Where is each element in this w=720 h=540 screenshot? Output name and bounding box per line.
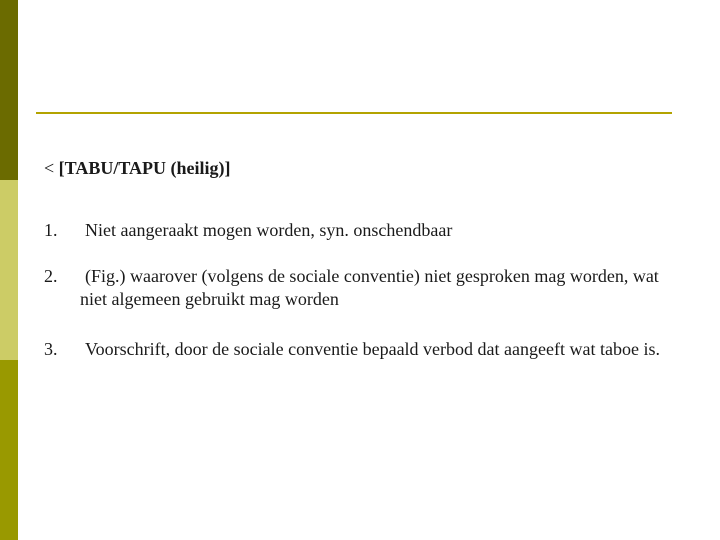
list-item — [44, 265, 684, 311]
list-item-text: (Fig.) waarover (volgens de sociale conventie) niet gesproken mag worden, wat niet algemeen gebruikt mag worden — [80, 266, 659, 309]
list-item-text: Niet aangeraakt mogen worden, syn. onschendbaar — [85, 220, 453, 240]
heading-prefix: < — [44, 158, 59, 178]
list-item-text: Voorschrift, door de sociale conventie bepaald verbod dat aangeeft wat taboe is. — [85, 339, 660, 359]
heading-term: [TABU/TAPU (heilig)] — [58, 158, 231, 178]
list-item — [44, 338, 684, 361]
list-item-number: 2. — [44, 266, 58, 286]
list-item — [44, 219, 684, 242]
list-item-number: 1. — [44, 220, 58, 240]
title-divider — [36, 112, 672, 114]
sidebar-band-bottom — [0, 360, 18, 540]
definition-heading — [44, 158, 230, 179]
sidebar-band-middle — [0, 180, 18, 360]
list-item-number: 3. — [44, 339, 58, 359]
sidebar-band-top — [0, 0, 18, 180]
